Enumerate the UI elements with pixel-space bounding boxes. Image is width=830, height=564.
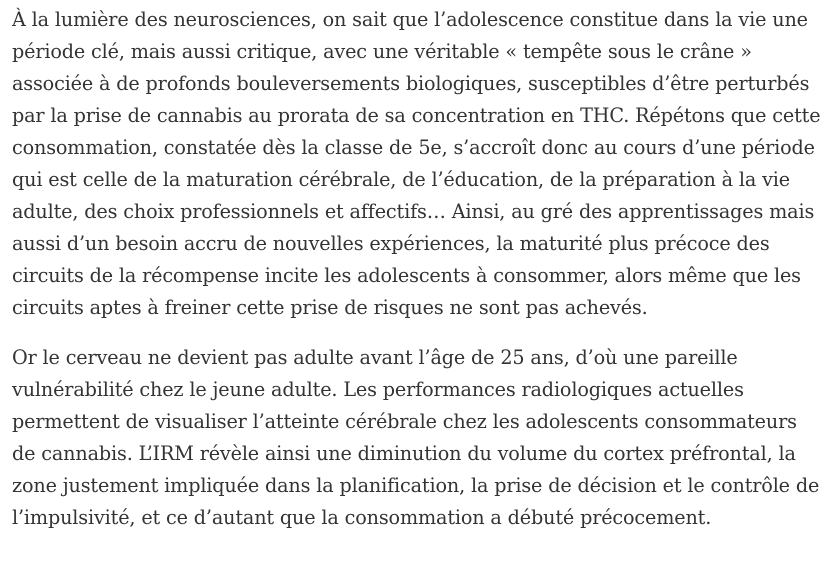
paragraph-2: Or le cerveau ne devient pas adulte avant l’âge de 25 ans, d’où une pareille vulnérabilité chez le jeune adulte. Les performances radiologiques actuelles permettent de visualiser l’atteinte cérébrale chez les adolescents consommateurs de cannabis. L’IRM révèle ainsi une diminution du volume du cortex préfrontal, la zone justement impliquée dans la planification, la prise de décision et le contrôle de l’impulsivité, et ce d’autant que la consommation a débuté précocement.	[12, 346, 820, 529]
paragraph-1: À la lumière des neurosciences, on sait que l’adolescence constitue dans la vie une période clé, mais aussi critique, avec une véritable « tempête sous le crâne » associée à de profonds bouleversements biologiques, susceptibles d’être perturbés par la prise de cannabis au prorata de sa concentration en THC. Répétons que cette consommation, constatée dès la classe de 5e, s’accroît donc au cours d’une période qui est celle de la maturation cérébrale, de l’éducation, de la préparation à la vie adulte, des choix professionnels et affectifs… Ainsi, au gré des apprentissages mais aussi d’un besoin accru de nouvelles expériences, la maturité plus précoce des circuits de la récompense incite les adolescents à consommer, alors même que les circuits aptes à freiner cette prise de risques ne sont pas achevés.	[12, 8, 821, 319]
